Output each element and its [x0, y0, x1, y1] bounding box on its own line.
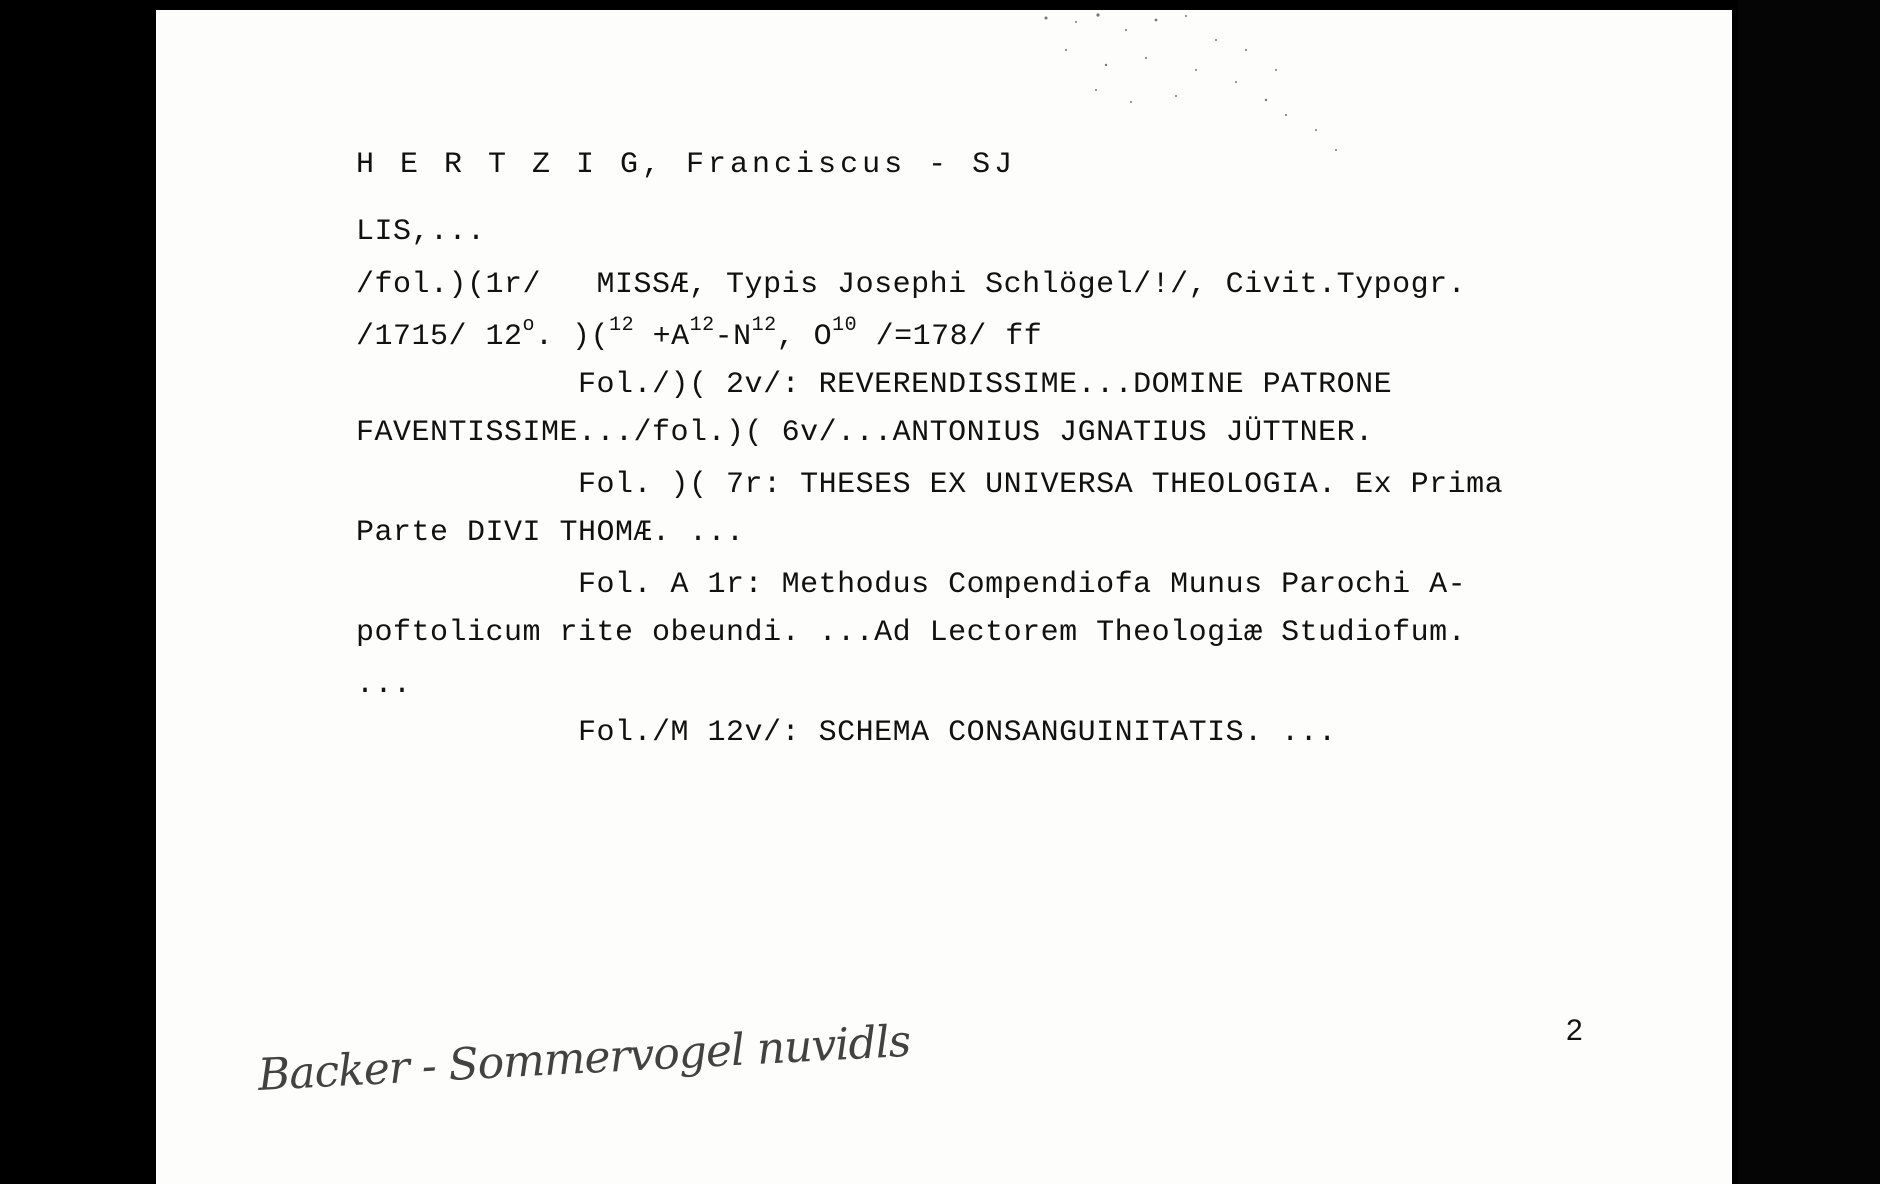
collation-text: , O [776, 320, 833, 354]
card-line: Parte DIVI THOMÆ. ... [356, 516, 745, 550]
card-line: FAVENTISSIME.../fol.)( 6v/...ANTONIUS JGNATIUS JÜTTNER. [356, 416, 1374, 450]
collation-superscript: 12 [609, 314, 635, 337]
collation-line [356, 314, 1043, 354]
card-line: Fol. A 1r: Methodus Compendiofa Munus Parochi A- [356, 568, 1467, 602]
card-line: Fol./)( 2v/: REVERENDISSIME...DOMINE PATRONE [356, 368, 1393, 402]
collation-superscript: 12 [751, 314, 777, 337]
author-heading: H E R T Z I G, Franciscus - SJ [356, 148, 1017, 182]
card-line: Fol. )( 7r: THESES EX UNIVERSA THEOLOGIA. Ex Prima [356, 468, 1504, 502]
scan-border [1738, 0, 1880, 1184]
page-number: 2 [1566, 1014, 1583, 1047]
card-line: LIS,... [356, 215, 486, 249]
card-line: /fol.)(1r/ MISSÆ, Typis Josephi Schlögel/!/, Civit.Typogr. [356, 268, 1467, 302]
collation-text: /=178/ ff [857, 320, 1043, 354]
collation-text: +A [634, 320, 690, 354]
degree-mark: o [522, 314, 536, 337]
collation-text: -N [714, 320, 752, 354]
scan-noise [1036, 10, 1376, 160]
catalog-card [156, 10, 1732, 1184]
card-line: Fol./M 12v/: SCHEMA CONSANGUINITATIS. ... [356, 716, 1337, 750]
collation-superscript: 10 [832, 314, 858, 337]
collation-text: . )( [535, 320, 610, 354]
card-line: ... [356, 668, 412, 702]
card-line: poftolicum rite obeundi. ...Ad Lectorem Theologiæ Studiofum. [356, 616, 1467, 650]
handwritten-note: Backer - Sommervogel nuvidls [256, 1015, 912, 1101]
collation-superscript: 12 [689, 314, 715, 337]
collation-date: /1715/ 12 [356, 320, 523, 354]
